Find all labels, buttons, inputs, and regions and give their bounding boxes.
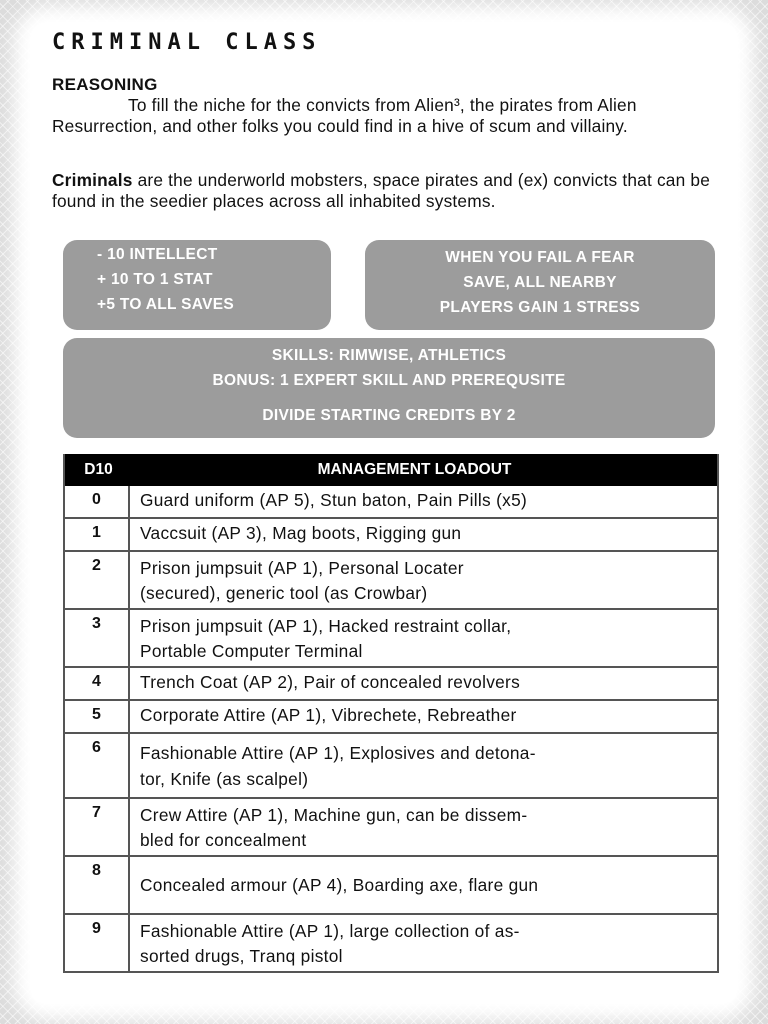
- loadout-description: [130, 552, 717, 608]
- skills-box: [63, 338, 715, 438]
- loadout-line-2: Portable Computer Terminal: [140, 641, 363, 661]
- criminals-description: are the underworld mobsters, space pirates and (ex) convicts that can be found in the seedier places across all inhabited systems.: [52, 170, 711, 211]
- table-row: [65, 797, 717, 855]
- roll-number: 3: [65, 610, 130, 666]
- trauma-line-1: WHEN YOU FAIL A FEAR: [445, 249, 635, 266]
- trauma-line-2: SAVE, ALL NEARBY: [463, 274, 617, 291]
- trauma-response-box: [365, 240, 715, 330]
- roll-number: 8: [65, 857, 130, 913]
- loadout-line-2: sorted drugs, Tranq pistol: [140, 946, 343, 966]
- loadout-description: [130, 857, 717, 913]
- trauma-line-3: PLAYERS GAIN 1 STRESS: [439, 299, 641, 316]
- page-title: CRIMINAL CLASS: [52, 30, 322, 55]
- table-row: [65, 699, 717, 732]
- roll-number: 2: [65, 552, 130, 608]
- reasoning-heading: REASONING: [52, 75, 158, 94]
- roll-number: 5: [65, 701, 130, 732]
- table-header: [65, 454, 717, 486]
- credits-line: DIVIDE STARTING CREDITS BY 2: [262, 407, 516, 424]
- loadout-line-1: Fashionable Attire (AP 1), large collection of as-: [140, 921, 520, 941]
- loadout-line-1: Guard uniform (AP 5), Stun baton, Pain Pills (x5): [140, 490, 528, 510]
- loadout-description: [130, 668, 717, 699]
- loadout-line-1: Vaccsuit (AP 3), Mag boots, Rigging gun: [140, 523, 462, 543]
- table-row: [65, 913, 717, 971]
- bonus-line: BONUS: 1 EXPERT SKILL AND PREREQUSITE: [212, 372, 566, 389]
- criminals-term: Criminals: [52, 170, 133, 190]
- loadout-line-1: Concealed armour (AP 4), Boarding axe, flare gun: [140, 875, 539, 895]
- loadout-description: [130, 486, 717, 517]
- loadout-description: [130, 701, 717, 732]
- roll-number: 0: [65, 486, 130, 517]
- loadout-description: [130, 519, 717, 550]
- roll-number: 1: [65, 519, 130, 550]
- loadout-line-1: Prison jumpsuit (AP 1), Personal Locater: [140, 558, 464, 578]
- stat-modifier-intellect: - 10 INTELLECT: [97, 246, 218, 263]
- table-row: [65, 666, 717, 699]
- roll-number: 4: [65, 668, 130, 699]
- table-row: [65, 486, 717, 517]
- loadout-line-1: Corporate Attire (AP 1), Vibrechete, Rebreather: [140, 705, 517, 725]
- loadout-description: [130, 610, 717, 666]
- reasoning-paragraph: To fill the niche for the convicts from Alien³, the pirates from Alien Resurrection, and other folks you could find in a hive of scum and villainy.: [52, 95, 637, 136]
- stat-modifier-stat: + 10 TO 1 STAT: [97, 271, 213, 288]
- loadout-line-1: Fashionable Attire (AP 1), Explosives and detona-: [140, 743, 536, 763]
- loadout-line-2: tor, Knife (as scalpel): [140, 769, 309, 789]
- stat-modifiers-box: [63, 240, 331, 330]
- table-row: [65, 608, 717, 666]
- criminals-paragraph: [52, 170, 720, 212]
- loadout-description: [130, 799, 717, 855]
- roll-number: 9: [65, 915, 130, 971]
- header-die: D10: [84, 461, 113, 478]
- loadout-line-1: Prison jumpsuit (AP 1), Hacked restraint collar,: [140, 616, 512, 636]
- loadout-table: [63, 454, 719, 973]
- roll-number: 7: [65, 799, 130, 855]
- skills-line: SKILLS: RIMWISE, ATHLETICS: [271, 347, 507, 364]
- stat-modifier-saves: +5 TO ALL SAVES: [97, 296, 235, 313]
- table-row: [65, 855, 717, 913]
- table-row: [65, 732, 717, 797]
- loadout-description: [130, 915, 717, 971]
- loadout-line-1: Trench Coat (AP 2), Pair of concealed revolvers: [140, 672, 521, 692]
- roll-number: 6: [65, 734, 130, 797]
- header-loadout: MANAGEMENT LOADOUT: [317, 461, 512, 478]
- table-row: [65, 550, 717, 608]
- loadout-line-2: (secured), generic tool (as Crowbar): [140, 583, 428, 603]
- rulebook-page: [30, 22, 738, 1004]
- table-row: [65, 517, 717, 550]
- loadout-line-2: bled for concealment: [140, 830, 307, 850]
- loadout-line-1: Crew Attire (AP 1), Machine gun, can be dissem-: [140, 805, 528, 825]
- loadout-description: [130, 734, 717, 797]
